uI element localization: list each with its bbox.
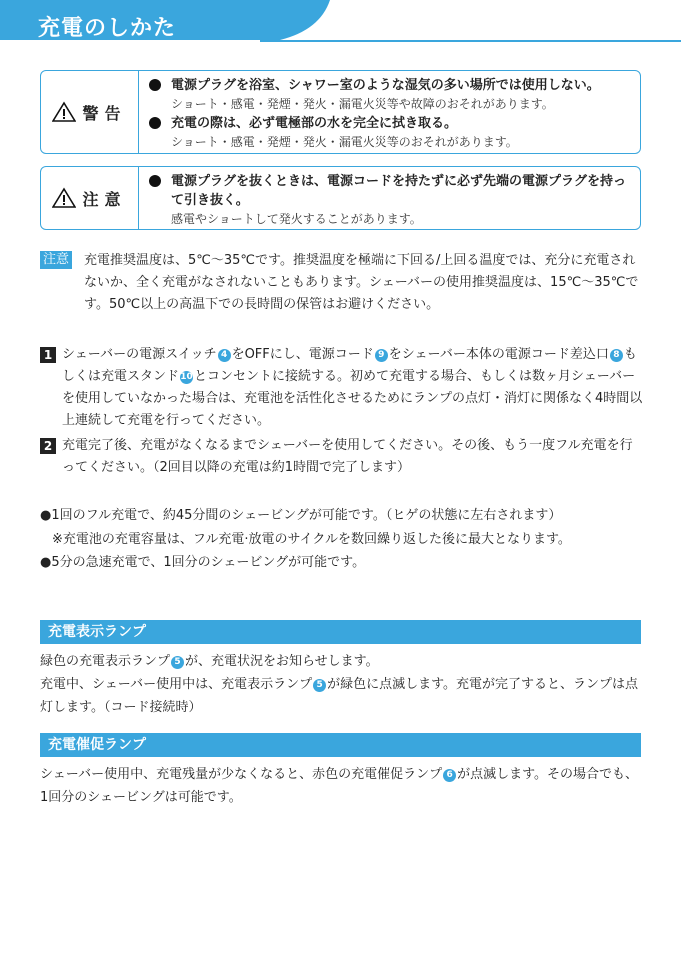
warning-triangle-icon xyxy=(52,101,76,123)
step-number: 2 xyxy=(40,438,56,454)
warning-item-sub: ショート・感電・発煙・発火・漏電火災等のおそれがあります。 xyxy=(171,135,518,149)
part-number-badge: 5 xyxy=(171,656,184,669)
warning-box xyxy=(40,70,641,154)
caution-item xyxy=(149,172,630,229)
warning-item xyxy=(149,114,630,152)
prompt-lamp-text: シェーバー使用中、充電残量が少なくなると、赤色の充電催促ランプ 6 が点滅します。その場合でも、1回分のシェービングは可能です。 xyxy=(40,767,639,805)
part-number-badge: 9 xyxy=(375,349,388,362)
warning-item-main: 充電の際は、必ず電極部の水を完全に拭き取る。 xyxy=(171,116,458,131)
note-tag: 注意 xyxy=(40,251,72,269)
info-line: ※充電池の充電容量は、フル充電·放電のサイクルを数回繰り返した後に最大となります。 xyxy=(52,532,571,547)
section-title-prompt-lamp: 充電催促ランプ xyxy=(40,733,641,757)
warning-item-sub: ショート・感電・発煙・発火・漏電火災等や故障のおそれがあります。 xyxy=(171,97,554,111)
caution-box xyxy=(40,166,641,230)
part-number-badge: 4 xyxy=(218,349,231,362)
step-text: 充電完了後、充電がなくなるまでシェーバーを使用してください。その後、もう一度フル充電を行ってください。（2回目以降の充電は約1時間で完了します） xyxy=(62,438,633,475)
info-line: ●1回のフル充電で、約45分間のシェービングが可能です。（ヒゲの状態に左右されます） xyxy=(40,508,562,523)
caution-label xyxy=(41,167,139,229)
charge-lamp-text: 緑色の充電表示ランプ 5 が、充電状況をお知らせします。 充電中、シェーバー使用中は、充電表示ランプ 5 が緑色に点滅します。充電が完了すると、ランプは点灯します。（コード接続時） xyxy=(40,654,639,715)
bullet-icon xyxy=(149,79,161,91)
info-line: ●5分の急速充電で、1回分のシェービングが可能です。 xyxy=(40,555,366,570)
caution-item-sub: 感電やショートして発火することがあります。 xyxy=(171,212,422,226)
warning-item-main: 電源プラグを浴室、シャワー室のような湿気の多い場所では使用しない。 xyxy=(171,78,600,93)
page-header xyxy=(0,0,681,52)
part-number-badge: 6 xyxy=(443,769,456,782)
note-text: 充電推奨温度は、5℃〜35℃です。推奨温度を極端に下回る/上回る温度では、充分に充電されないか、全く充電がなされないこともあります。シェーバーの使用推奨温度は、15℃〜35℃です。50℃以上の高温下での長時間の保管はお避けください。 xyxy=(84,253,639,312)
caution-item-main: 電源プラグを抜くときは、電源コードを持たずに必ず先端の電源プラグを持って引き抜く。 xyxy=(171,174,627,208)
warning-label-text: 警告 xyxy=(82,103,127,123)
caution-label-text: 注意 xyxy=(82,189,127,209)
part-number-badge: 10 xyxy=(180,372,193,382)
warning-content xyxy=(149,76,630,152)
bullet-icon xyxy=(149,117,161,129)
bullet-icon xyxy=(149,175,161,187)
step-1 xyxy=(40,344,644,432)
caution-content xyxy=(149,172,630,229)
step-text: シェーバーの電源スイッチ 4 をOFFにし、電源コード 9 をシェーバー本体の電源コード差込口 8 もしくは充電スタンド10とコンセントに接続する。初めて充電する場合、もしくは数ヶ月シェーバーを使用していなかった場合は、充電池を活性化させるためにランプの点灯・消灯に関係なく4時間以上連続して充電を行ってください。 xyxy=(62,347,643,428)
warning-label xyxy=(41,71,139,153)
temperature-note xyxy=(40,250,644,316)
warning-item xyxy=(149,76,630,114)
section-title-charge-lamp: 充電表示ランプ xyxy=(40,620,641,644)
part-number-badge: 5 xyxy=(313,679,326,692)
part-number-badge: 8 xyxy=(610,349,623,362)
page-title: 充電のしかた xyxy=(38,16,177,41)
step-number: 1 xyxy=(40,347,56,363)
step-2 xyxy=(40,435,644,479)
caution-triangle-icon xyxy=(52,187,76,209)
